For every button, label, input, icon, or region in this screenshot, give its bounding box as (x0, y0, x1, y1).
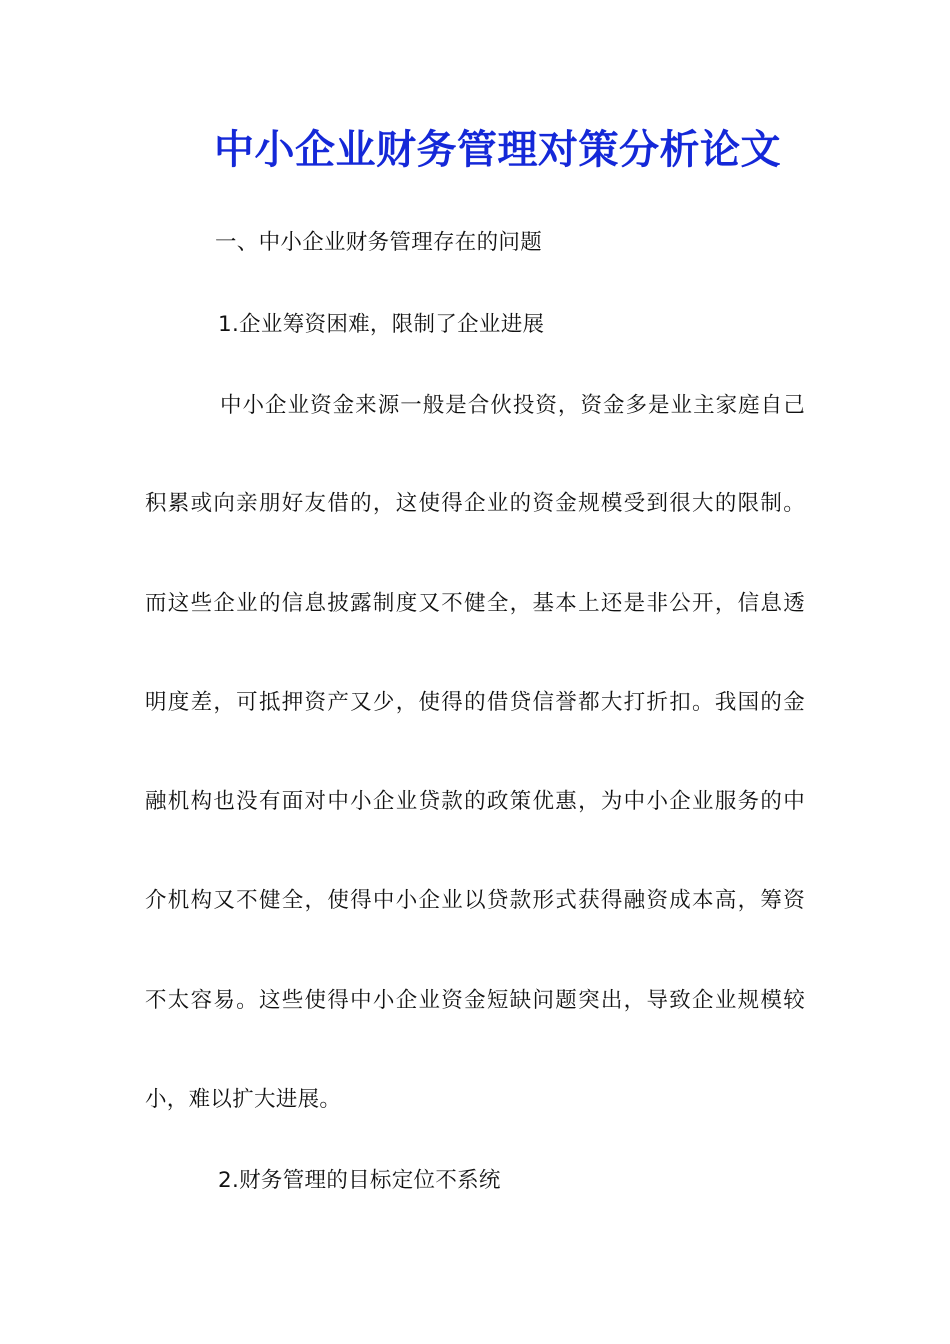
paragraph-line: 而这些企业的信息披露制度又不健全，基本上还是非公开，信息透 (145, 591, 805, 616)
paragraph-line: 中小企业资金来源一般是合伙投资，资金多是业主家庭自己 (220, 393, 805, 418)
paragraph-line: 介机构又不健全，使得中小企业以贷款形式获得融资成本高，筹资 (145, 888, 805, 913)
paragraph-line: 小，难以扩大进展。 (145, 1087, 342, 1112)
paragraph-line: 不太容易。这些使得中小企业资金短缺问题突出，导致企业规模较 (145, 988, 805, 1013)
paragraph-line: 积累或向亲朋好友借的，这使得企业的资金规模受到很大的限制。 (145, 491, 805, 516)
document-title: 中小企业财务管理对策分析论文 (214, 126, 781, 173)
paragraph-line: 明度差，可抵押资产又少，使得的借贷信誉都大打折扣。我国的金 (145, 690, 805, 715)
subheading-1: 1.企业筹资困难，限制了企业进展 (218, 312, 545, 337)
section-heading: 一、中小企业财务管理存在的问题 (215, 230, 543, 255)
subheading-2: 2.财务管理的目标定位不系统 (218, 1168, 501, 1193)
paragraph-line: 融机构也没有面对中小企业贷款的政策优惠，为中小企业服务的中 (145, 789, 805, 814)
